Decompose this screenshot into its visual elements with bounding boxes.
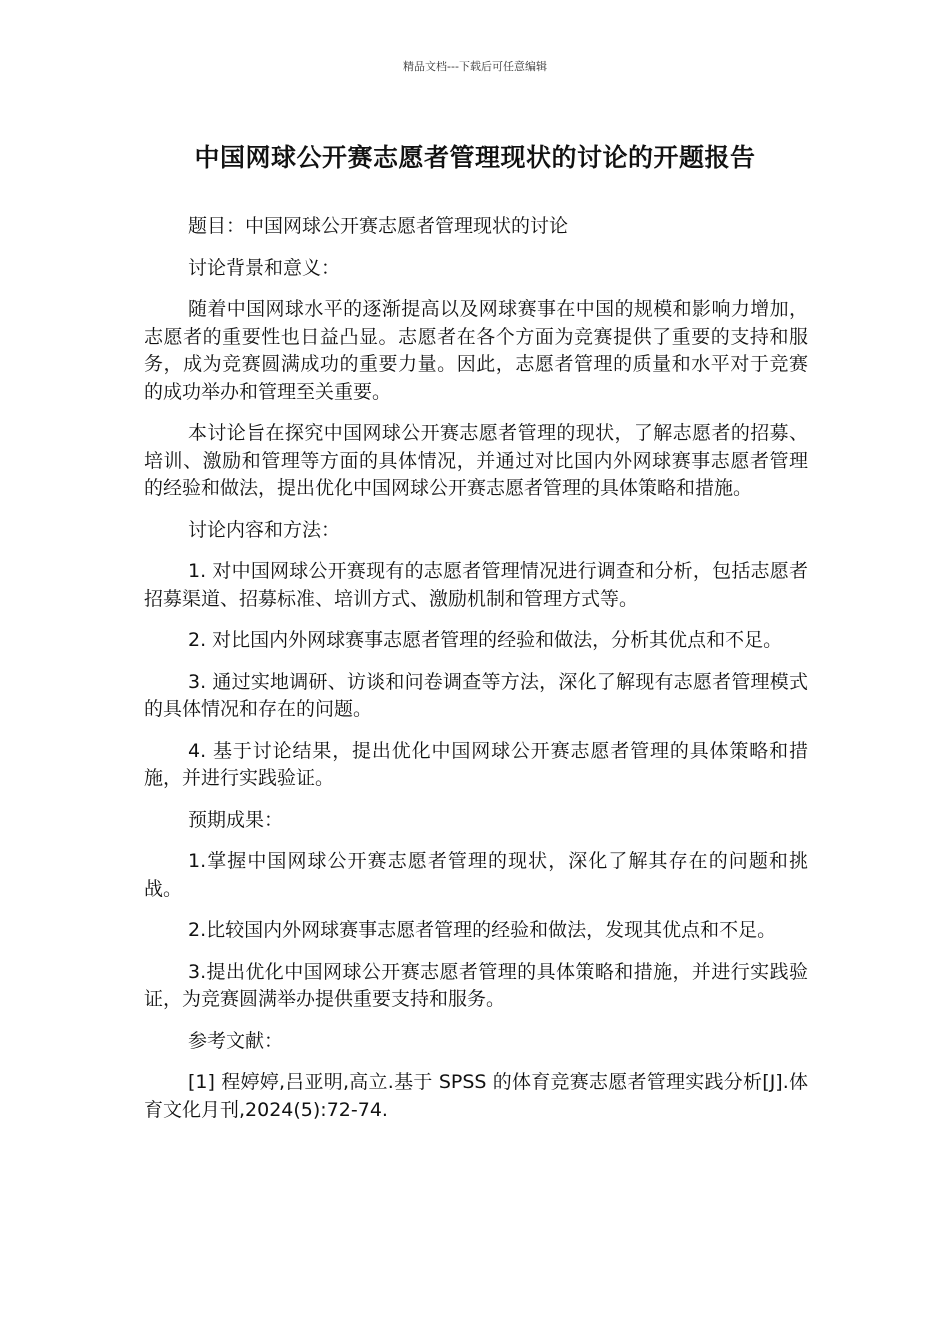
section-heading-methods: 讨论内容和方法： (188, 518, 341, 541)
document-title: 中国网球公开赛志愿者管理现状的讨论的开题报告 (194, 143, 756, 172)
background-paragraph: 随着中国网球水平的逐渐提高以及网球赛事在中国的规模和影响力增加，志愿者的重要性也日益凸显。志愿者在各个方面为竞赛提供了重要的支持和服务，成为竞赛圆满成功的重要力量。因此，志愿者管理的质量和水平对于竞赛的成功举办和管理至关重要。 (144, 298, 808, 403)
outcome-item-1: 1.掌握中国网球公开赛志愿者管理的现状，深化了解其存在的问题和挑战。 (144, 850, 808, 900)
document-body (144, 213, 808, 1138)
method-item-4: 4. 基于讨论结果，提出优化中国网球公开赛志愿者管理的具体策略和措施，并进行实践验证。 (144, 739, 808, 789)
section-heading-references: 参考文献： (188, 1029, 284, 1052)
reference-item-1: [1] 程婷婷,吕亚明,高立.基于 SPSS 的体育竞赛志愿者管理实践分析[J].体育文化月刊,2024(5):72-74. (144, 1071, 808, 1121)
section-heading-outcomes: 预期成果： (188, 808, 284, 831)
purpose-paragraph: 本讨论旨在探究中国网球公开赛志愿者管理的现状，了解志愿者的招募、培训、激励和管理等方面的具体情况，并通过对比国内外网球赛事志愿者管理的经验和做法，提出优化中国网球公开赛志愿者管理的具体策略和措施。 (144, 422, 808, 499)
topic-line: 题目：中国网球公开赛志愿者管理现状的讨论 (188, 215, 569, 237)
method-item-2: 2. 对比国内外网球赛事志愿者管理的经验和做法，分析其优点和不足。 (188, 629, 783, 651)
method-item-3: 3. 通过实地调研、访谈和问卷调查等方法，深化了解现有志愿者管理模式的具体情况和存在的问题。 (144, 670, 808, 720)
section-heading-background: 讨论背景和意义： (188, 256, 341, 279)
outcome-item-2: 2.比较国内外网球赛事志愿者管理的经验和做法，发现其优点和不足。 (188, 919, 777, 941)
outcome-item-3: 3.提出优化中国网球公开赛志愿者管理的具体策略和措施，并进行实践验证，为竞赛圆满举办提供重要支持和服务。 (144, 960, 808, 1010)
header-note: 精品文档---下载后可任意编辑 (403, 60, 547, 73)
method-item-1: 1. 对中国网球公开赛现有的志愿者管理情况进行调查和分析，包括志愿者招募渠道、招募标准、培训方式、激励机制和管理方式等。 (144, 560, 808, 610)
